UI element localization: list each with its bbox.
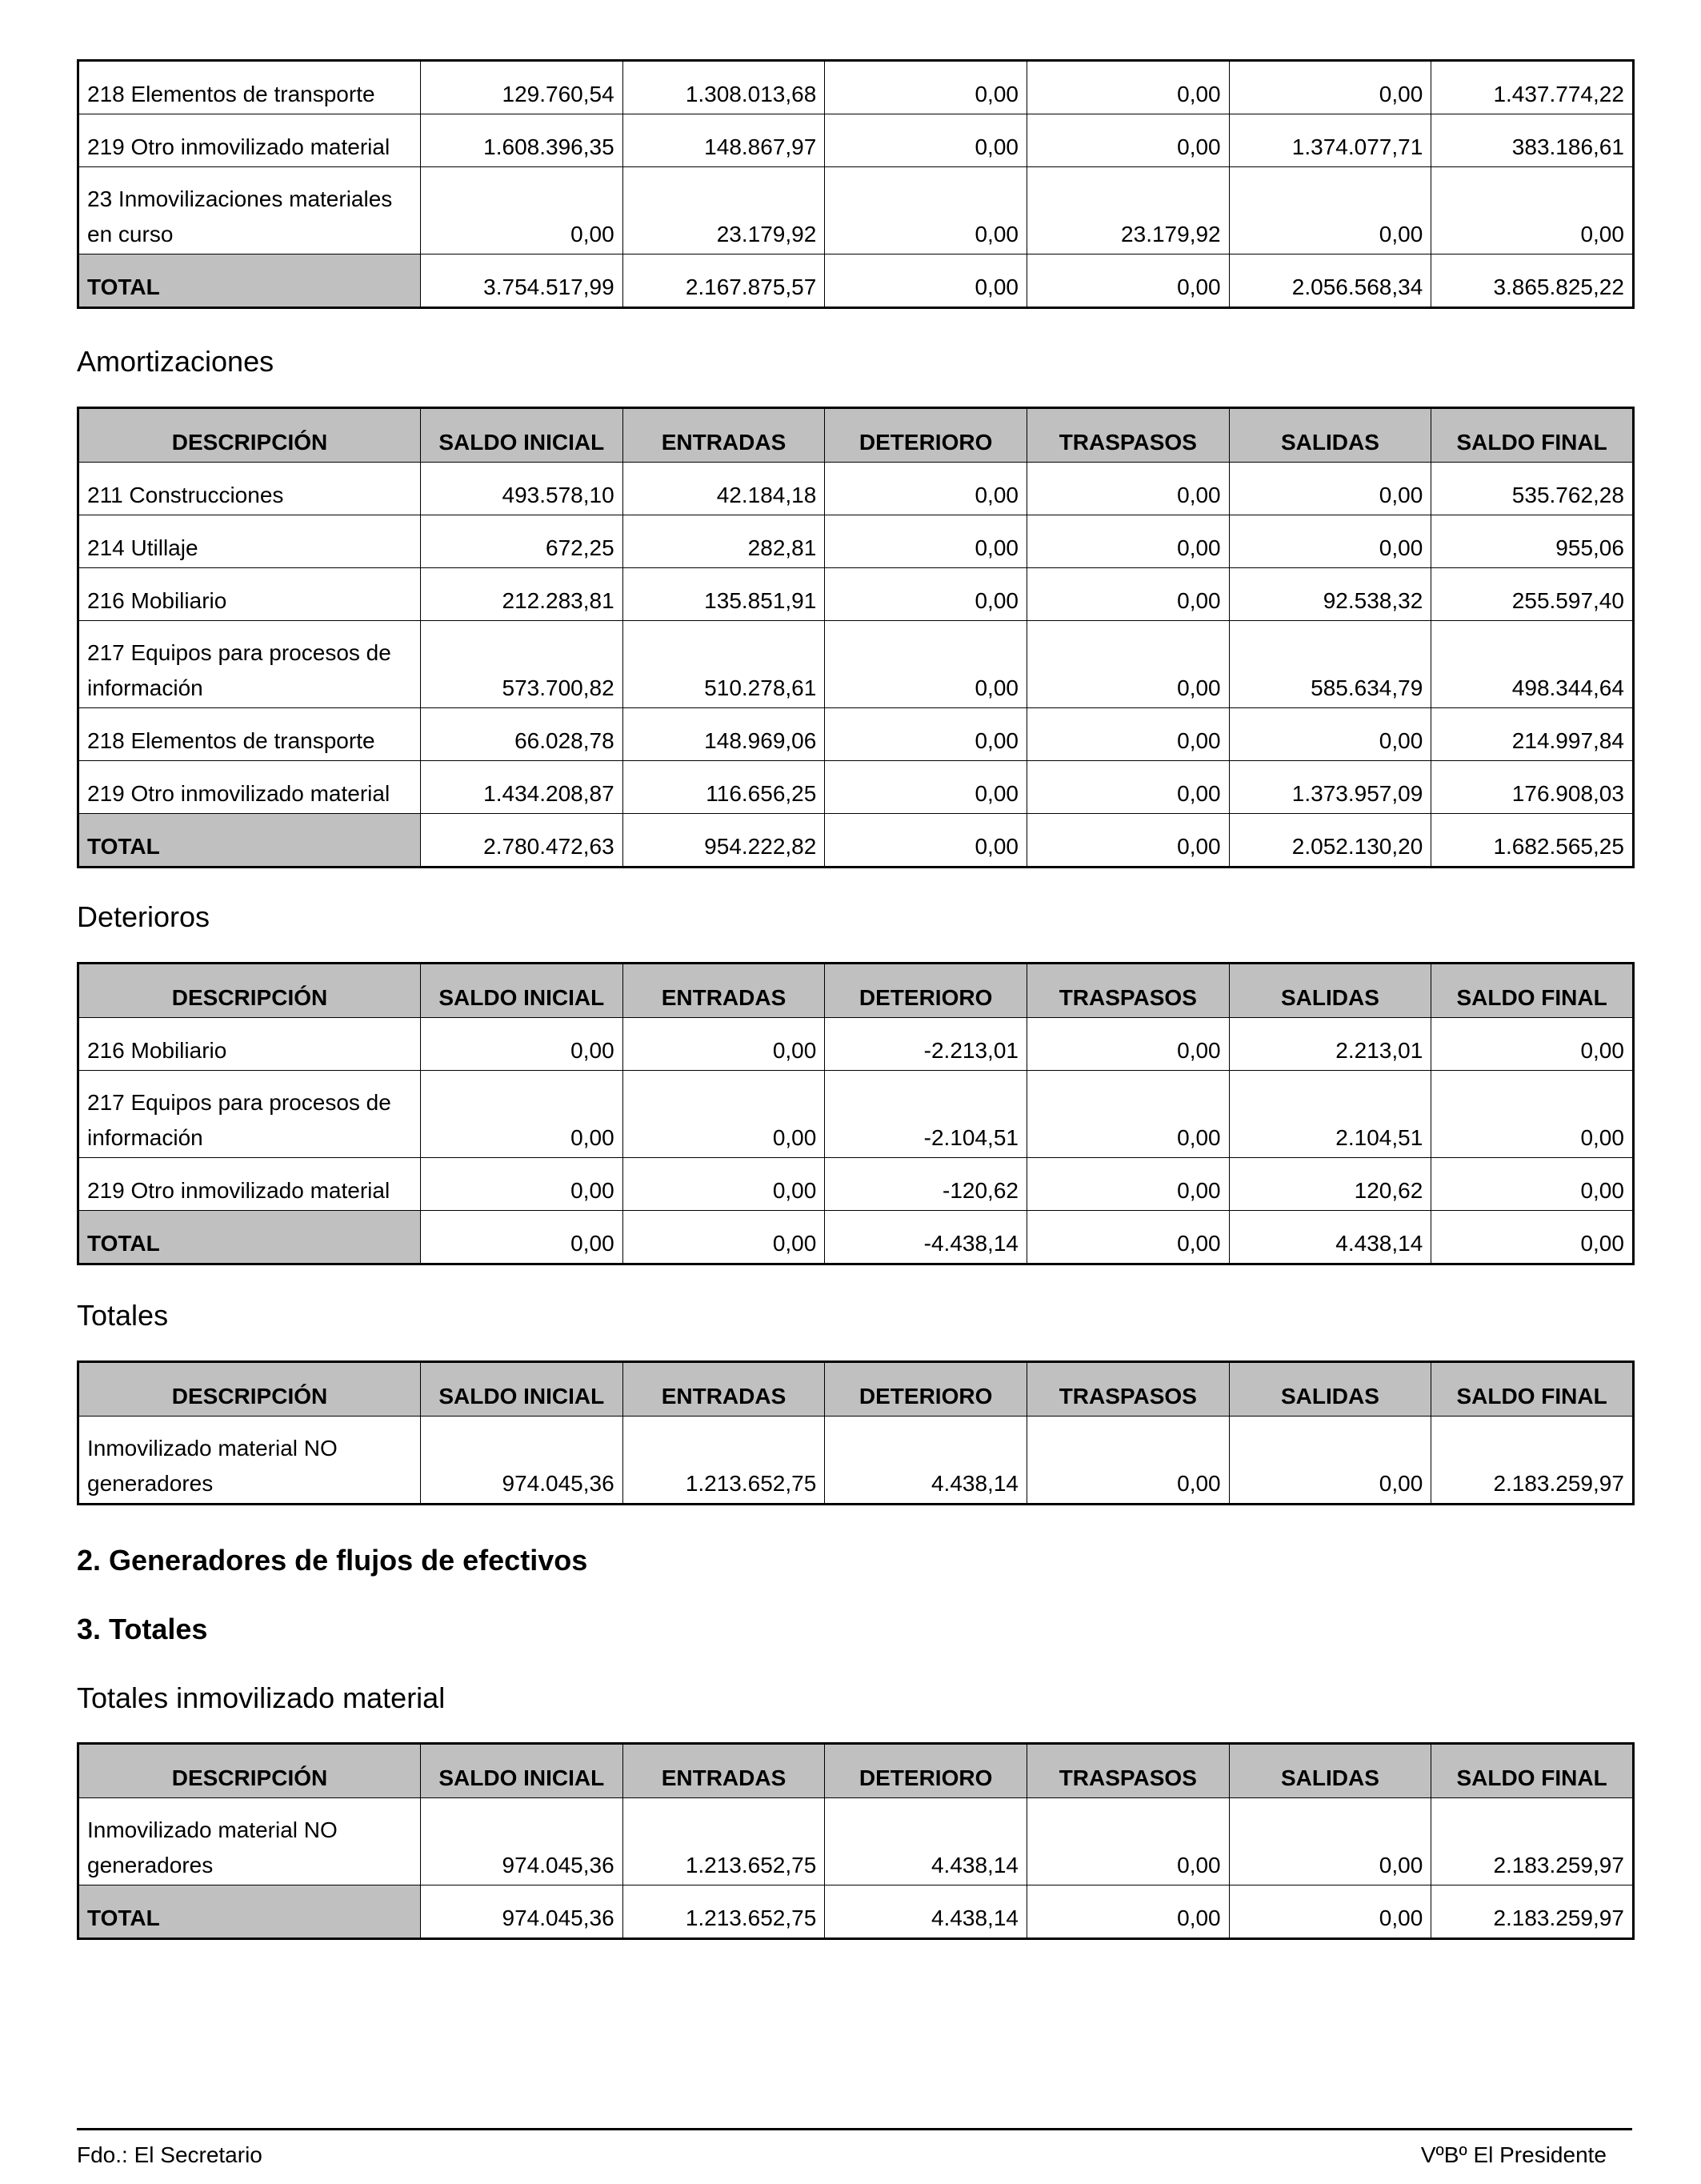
traspasos-cell: 0,00 bbox=[1027, 515, 1229, 568]
column-header-entradas: ENTRADAS bbox=[622, 1362, 825, 1417]
row-description: 216 Mobiliario bbox=[78, 1018, 421, 1071]
saldo-inicial-cell: 212.283,81 bbox=[421, 568, 623, 621]
saldo-final-cell: 535.762,28 bbox=[1431, 463, 1634, 515]
entradas-cell: 0,00 bbox=[622, 1158, 825, 1211]
row-description: 211 Construcciones bbox=[78, 463, 421, 515]
salidas-cell: 1.373.957,09 bbox=[1229, 761, 1431, 814]
totales-inmovilizado-table bbox=[77, 1742, 1635, 1940]
table-row bbox=[78, 1798, 1634, 1885]
salidas-cell: 0,00 bbox=[1229, 708, 1431, 761]
column-header-deterioro: DETERIORO bbox=[825, 1744, 1027, 1798]
entradas-cell: 116.656,25 bbox=[622, 761, 825, 814]
entradas-cell: 510.278,61 bbox=[622, 621, 825, 708]
row-description: 219 Otro inmovilizado material bbox=[78, 1158, 421, 1211]
column-header-descripcion: DESCRIPCIÓN bbox=[78, 964, 421, 1018]
saldo-inicial-cell: 0,00 bbox=[421, 167, 623, 254]
traspasos-cell: 0,00 bbox=[1027, 621, 1229, 708]
salidas-cell: 585.634,79 bbox=[1229, 621, 1431, 708]
entradas-cell: 1.213.652,75 bbox=[622, 1417, 825, 1505]
traspasos-cell: 0,00 bbox=[1027, 1211, 1229, 1264]
heading-generadores: 2. Generadores de flujos de efectivos bbox=[77, 1544, 588, 1577]
deterioro-cell: 4.438,14 bbox=[825, 1417, 1027, 1505]
deterioro-cell: -120,62 bbox=[825, 1158, 1027, 1211]
deterioro-cell: 0,00 bbox=[825, 515, 1027, 568]
saldo-inicial-cell: 1.608.396,35 bbox=[421, 114, 623, 167]
saldo-inicial-cell: 0,00 bbox=[421, 1211, 623, 1264]
saldo-final-cell: 2.183.259,97 bbox=[1431, 1798, 1634, 1885]
table-row bbox=[78, 114, 1634, 167]
salidas-cell: 2.104,51 bbox=[1229, 1071, 1431, 1158]
row-description: 219 Otro inmovilizado material bbox=[78, 761, 421, 814]
saldo-inicial-cell: 129.760,54 bbox=[421, 61, 623, 114]
table-row bbox=[78, 1018, 1634, 1071]
traspasos-cell: 0,00 bbox=[1027, 463, 1229, 515]
salidas-cell: 2.213,01 bbox=[1229, 1018, 1431, 1071]
column-header-traspasos: TRASPASOS bbox=[1027, 1744, 1229, 1798]
saldo-inicial-cell: 3.754.517,99 bbox=[421, 254, 623, 308]
traspasos-cell: 0,00 bbox=[1027, 568, 1229, 621]
entradas-cell: 1.213.652,75 bbox=[622, 1798, 825, 1885]
saldo-inicial-cell: 66.028,78 bbox=[421, 708, 623, 761]
saldo-final-cell: 0,00 bbox=[1431, 167, 1634, 254]
column-header-entradas: ENTRADAS bbox=[622, 408, 825, 463]
salidas-cell: 1.374.077,71 bbox=[1229, 114, 1431, 167]
saldo-final-cell: 955,06 bbox=[1431, 515, 1634, 568]
table-header-row bbox=[78, 964, 1634, 1018]
saldo-final-cell: 0,00 bbox=[1431, 1071, 1634, 1158]
column-header-salidas: SALIDAS bbox=[1229, 1362, 1431, 1417]
traspasos-cell: 0,00 bbox=[1027, 1158, 1229, 1211]
saldo-final-cell: 2.183.259,97 bbox=[1431, 1417, 1634, 1505]
saldo-inicial-cell: 974.045,36 bbox=[421, 1417, 623, 1505]
deterioro-cell: 0,00 bbox=[825, 254, 1027, 308]
footer-signature-secretario: Fdo.: El Secretario bbox=[77, 2142, 262, 2167]
column-header-traspasos: TRASPASOS bbox=[1027, 964, 1229, 1018]
table-row bbox=[78, 515, 1634, 568]
traspasos-cell: 0,00 bbox=[1027, 1885, 1229, 1939]
entradas-cell: 1.308.013,68 bbox=[622, 61, 825, 114]
deterioro-cell: 0,00 bbox=[825, 761, 1027, 814]
row-description: 217 Equipos para procesos de información bbox=[78, 621, 421, 708]
row-description: 219 Otro inmovilizado material bbox=[78, 114, 421, 167]
total-label: TOTAL bbox=[78, 1211, 421, 1264]
traspasos-cell: 0,00 bbox=[1027, 814, 1229, 868]
traspasos-cell: 0,00 bbox=[1027, 708, 1229, 761]
table-row bbox=[78, 1417, 1634, 1505]
column-header-saldo-inicial: SALDO INICIAL bbox=[421, 964, 623, 1018]
table-header-row bbox=[78, 408, 1634, 463]
saldo-inicial-cell: 974.045,36 bbox=[421, 1885, 623, 1939]
deterioro-cell: 0,00 bbox=[825, 463, 1027, 515]
column-header-traspasos: TRASPASOS bbox=[1027, 408, 1229, 463]
entradas-cell: 282,81 bbox=[622, 515, 825, 568]
saldo-final-cell: 0,00 bbox=[1431, 1018, 1634, 1071]
column-header-entradas: ENTRADAS bbox=[622, 964, 825, 1018]
table-row bbox=[78, 167, 1634, 254]
deterioro-cell: 0,00 bbox=[825, 568, 1027, 621]
row-description: 218 Elementos de transporte bbox=[78, 708, 421, 761]
salidas-cell: 4.438,14 bbox=[1229, 1211, 1431, 1264]
traspasos-cell: 0,00 bbox=[1027, 254, 1229, 308]
entradas-cell: 23.179,92 bbox=[622, 167, 825, 254]
amortizaciones-table bbox=[77, 407, 1635, 868]
entradas-cell: 1.213.652,75 bbox=[622, 1885, 825, 1939]
deterioro-cell: -2.213,01 bbox=[825, 1018, 1027, 1071]
deterioro-cell: -4.438,14 bbox=[825, 1211, 1027, 1264]
column-header-salidas: SALIDAS bbox=[1229, 408, 1431, 463]
table-row bbox=[78, 1071, 1634, 1158]
column-header-saldo-final: SALDO FINAL bbox=[1431, 964, 1634, 1018]
footer-signature-presidente: VºBº El Presidente bbox=[1420, 2142, 1607, 2167]
section-title-totales: Totales bbox=[77, 1299, 169, 1332]
saldo-final-cell: 2.183.259,97 bbox=[1431, 1885, 1634, 1939]
entradas-cell: 0,00 bbox=[622, 1211, 825, 1264]
row-description: 216 Mobiliario bbox=[78, 568, 421, 621]
column-header-saldo-inicial: SALDO INICIAL bbox=[421, 1744, 623, 1798]
column-header-saldo-final: SALDO FINAL bbox=[1431, 408, 1634, 463]
deterioro-cell: 0,00 bbox=[825, 814, 1027, 868]
traspasos-cell: 0,00 bbox=[1027, 1417, 1229, 1505]
section-title-totales-inmovilizado: Totales inmovilizado material bbox=[77, 1681, 446, 1714]
deterioro-cell: -2.104,51 bbox=[825, 1071, 1027, 1158]
deterioro-cell: 4.438,14 bbox=[825, 1885, 1027, 1939]
footer-divider bbox=[77, 2128, 1632, 2130]
salidas-cell: 0,00 bbox=[1229, 463, 1431, 515]
column-header-salidas: SALIDAS bbox=[1229, 964, 1431, 1018]
saldo-final-cell: 255.597,40 bbox=[1431, 568, 1634, 621]
table-header-row bbox=[78, 1744, 1634, 1798]
salidas-cell: 120,62 bbox=[1229, 1158, 1431, 1211]
row-description: 214 Utillaje bbox=[78, 515, 421, 568]
salidas-cell: 92.538,32 bbox=[1229, 568, 1431, 621]
salidas-cell: 0,00 bbox=[1229, 1417, 1431, 1505]
entradas-cell: 135.851,91 bbox=[622, 568, 825, 621]
inmovilizado-continuation-table bbox=[77, 59, 1635, 309]
entradas-cell: 148.867,97 bbox=[622, 114, 825, 167]
column-header-saldo-inicial: SALDO INICIAL bbox=[421, 408, 623, 463]
heading-totales: 3. Totales bbox=[77, 1613, 208, 1645]
deterioro-cell: 0,00 bbox=[825, 61, 1027, 114]
column-header-deterioro: DETERIORO bbox=[825, 964, 1027, 1018]
saldo-inicial-cell: 493.578,10 bbox=[421, 463, 623, 515]
table-row bbox=[78, 1158, 1634, 1211]
deterioros-table bbox=[77, 962, 1635, 1265]
table-row bbox=[78, 621, 1634, 708]
saldo-final-cell: 498.344,64 bbox=[1431, 621, 1634, 708]
column-header-saldo-final: SALDO FINAL bbox=[1431, 1362, 1634, 1417]
saldo-final-cell: 176.908,03 bbox=[1431, 761, 1634, 814]
saldo-inicial-cell: 1.434.208,87 bbox=[421, 761, 623, 814]
table-header-row bbox=[78, 1362, 1634, 1417]
section-title-deterioros: Deterioros bbox=[77, 900, 210, 933]
entradas-cell: 148.969,06 bbox=[622, 708, 825, 761]
salidas-cell: 2.056.568,34 bbox=[1229, 254, 1431, 308]
saldo-final-cell: 3.865.825,22 bbox=[1431, 254, 1634, 308]
saldo-inicial-cell: 672,25 bbox=[421, 515, 623, 568]
column-header-descripcion: DESCRIPCIÓN bbox=[78, 1744, 421, 1798]
section-title-amortizaciones: Amortizaciones bbox=[77, 345, 274, 378]
saldo-final-cell: 214.997,84 bbox=[1431, 708, 1634, 761]
column-header-saldo-final: SALDO FINAL bbox=[1431, 1744, 1634, 1798]
table-row bbox=[78, 61, 1634, 114]
entradas-cell: 2.167.875,57 bbox=[622, 254, 825, 308]
column-header-deterioro: DETERIORO bbox=[825, 1362, 1027, 1417]
saldo-inicial-cell: 573.700,82 bbox=[421, 621, 623, 708]
deterioro-cell: 4.438,14 bbox=[825, 1798, 1027, 1885]
salidas-cell: 0,00 bbox=[1229, 1798, 1431, 1885]
row-description: 23 Inmovilizaciones materiales en curso bbox=[78, 167, 421, 254]
salidas-cell: 0,00 bbox=[1229, 1885, 1431, 1939]
traspasos-cell: 0,00 bbox=[1027, 1798, 1229, 1885]
deterioro-cell: 0,00 bbox=[825, 621, 1027, 708]
saldo-final-cell: 1.682.565,25 bbox=[1431, 814, 1634, 868]
traspasos-cell: 0,00 bbox=[1027, 761, 1229, 814]
entradas-cell: 0,00 bbox=[622, 1018, 825, 1071]
column-header-entradas: ENTRADAS bbox=[622, 1744, 825, 1798]
traspasos-cell: 0,00 bbox=[1027, 1071, 1229, 1158]
saldo-final-cell: 0,00 bbox=[1431, 1158, 1634, 1211]
column-header-descripcion: DESCRIPCIÓN bbox=[78, 408, 421, 463]
column-header-salidas: SALIDAS bbox=[1229, 1744, 1431, 1798]
table-row bbox=[78, 463, 1634, 515]
row-description: 218 Elementos de transporte bbox=[78, 61, 421, 114]
saldo-inicial-cell: 2.780.472,63 bbox=[421, 814, 623, 868]
column-header-descripcion: DESCRIPCIÓN bbox=[78, 1362, 421, 1417]
total-row bbox=[78, 1885, 1634, 1939]
saldo-final-cell: 0,00 bbox=[1431, 1211, 1634, 1264]
table-row bbox=[78, 708, 1634, 761]
entradas-cell: 954.222,82 bbox=[622, 814, 825, 868]
total-label: TOTAL bbox=[78, 1885, 421, 1939]
traspasos-cell: 0,00 bbox=[1027, 114, 1229, 167]
column-header-saldo-inicial: SALDO INICIAL bbox=[421, 1362, 623, 1417]
salidas-cell: 0,00 bbox=[1229, 61, 1431, 114]
row-description: Inmovilizado material NO generadores bbox=[78, 1417, 421, 1505]
deterioro-cell: 0,00 bbox=[825, 167, 1027, 254]
deterioro-cell: 0,00 bbox=[825, 114, 1027, 167]
saldo-final-cell: 383.186,61 bbox=[1431, 114, 1634, 167]
traspasos-cell: 23.179,92 bbox=[1027, 167, 1229, 254]
traspasos-cell: 0,00 bbox=[1027, 1018, 1229, 1071]
total-label: TOTAL bbox=[78, 814, 421, 868]
saldo-inicial-cell: 0,00 bbox=[421, 1158, 623, 1211]
saldo-inicial-cell: 974.045,36 bbox=[421, 1798, 623, 1885]
deterioro-cell: 0,00 bbox=[825, 708, 1027, 761]
total-row bbox=[78, 1211, 1634, 1264]
salidas-cell: 2.052.130,20 bbox=[1229, 814, 1431, 868]
entradas-cell: 42.184,18 bbox=[622, 463, 825, 515]
row-description: Inmovilizado material NO generadores bbox=[78, 1798, 421, 1885]
saldo-inicial-cell: 0,00 bbox=[421, 1018, 623, 1071]
saldo-inicial-cell: 0,00 bbox=[421, 1071, 623, 1158]
total-row bbox=[78, 814, 1634, 868]
column-header-deterioro: DETERIORO bbox=[825, 408, 1027, 463]
row-description: 217 Equipos para procesos de información bbox=[78, 1071, 421, 1158]
salidas-cell: 0,00 bbox=[1229, 515, 1431, 568]
table-row bbox=[78, 568, 1634, 621]
total-row bbox=[78, 254, 1634, 308]
totales-table bbox=[77, 1360, 1635, 1505]
saldo-final-cell: 1.437.774,22 bbox=[1431, 61, 1634, 114]
traspasos-cell: 0,00 bbox=[1027, 61, 1229, 114]
column-header-traspasos: TRASPASOS bbox=[1027, 1362, 1229, 1417]
entradas-cell: 0,00 bbox=[622, 1071, 825, 1158]
salidas-cell: 0,00 bbox=[1229, 167, 1431, 254]
total-label: TOTAL bbox=[78, 254, 421, 308]
table-row bbox=[78, 761, 1634, 814]
